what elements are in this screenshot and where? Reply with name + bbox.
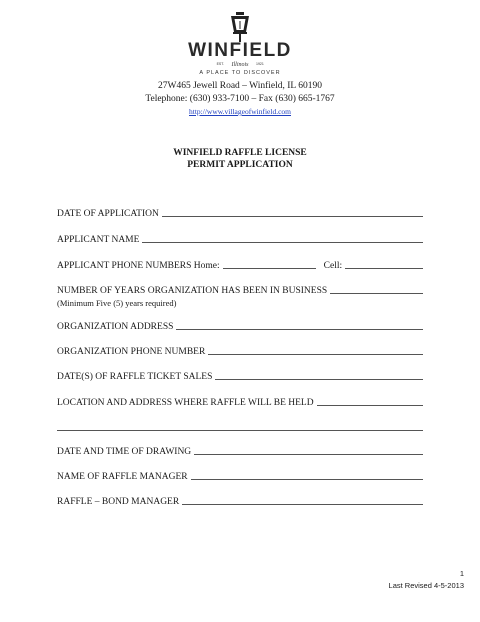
applicant-name-field[interactable]	[142, 241, 423, 243]
logo-script: Illinois	[231, 62, 249, 68]
winfield-logo	[0, 12, 480, 78]
form-title: WINFIELD RAFFLE LICENSE	[173, 148, 307, 158]
date-of-application-row	[57, 209, 423, 219]
form-subtitle: PERMIT APPLICATION	[187, 160, 293, 170]
years-in-business-label: NUMBER OF YEARS ORGANIZATION HAS BEEN IN BUSINESS	[57, 286, 328, 296]
raffle-location-field[interactable]	[317, 404, 423, 406]
website-link[interactable]: http://www.villageofwinfield.com	[189, 107, 291, 116]
address-line: 27W465 Jewell Road – Winfield, IL 60190	[158, 81, 322, 91]
organization-address-field[interactable]	[176, 328, 423, 330]
raffle-manager-row	[57, 472, 423, 482]
tagline: A PLACE TO DISCOVER	[199, 70, 281, 76]
raffle-location-label: LOCATION AND ADDRESS WHERE RAFFLE WILL BE HELD	[57, 398, 314, 408]
organization-phone-label: ORGANIZATION PHONE NUMBER	[57, 347, 206, 357]
applicant-phone-home-label: APPLICANT PHONE NUMBERS Home:	[57, 261, 220, 271]
logo-wordmark: WINFIELD	[188, 40, 292, 61]
page-number: 1	[459, 569, 464, 578]
years-in-business-field[interactable]	[330, 292, 423, 294]
organization-phone-field[interactable]	[208, 353, 423, 355]
bond-manager-field[interactable]	[182, 503, 423, 505]
applicant-phone-cell-label: Cell:	[323, 261, 343, 271]
last-revised: Last Revised 4-5-2013	[388, 581, 464, 590]
organization-address-label: ORGANIZATION ADDRESS	[57, 322, 174, 332]
raffle-manager-field[interactable]	[191, 478, 423, 480]
applicant-name-label: APPLICANT NAME	[57, 235, 140, 245]
drawing-datetime-field[interactable]	[194, 453, 423, 455]
organization-address-row	[57, 322, 423, 332]
winfield-logo-graphic	[170, 12, 310, 72]
raffle-manager-label: NAME OF RAFFLE MANAGER	[57, 472, 188, 482]
ticket-sales-label: DATE(S) OF RAFFLE TICKET SALES	[57, 372, 213, 382]
bond-manager-label: RAFFLE – BOND MANAGER	[57, 497, 180, 507]
ticket-sales-row	[57, 372, 423, 382]
logo-year: 1921	[256, 62, 264, 66]
logo-est: EST.	[216, 62, 224, 66]
lantern-icon	[231, 12, 249, 42]
drawing-datetime-row	[57, 447, 423, 457]
date-of-application-field[interactable]	[162, 215, 423, 217]
organization-phone-row	[57, 347, 423, 357]
ticket-sales-field[interactable]	[215, 378, 423, 380]
applicant-phone-row	[57, 261, 423, 271]
drawing-datetime-label: DATE AND TIME OF DRAWING	[57, 447, 192, 457]
applicant-phone-home-field[interactable]	[223, 267, 316, 269]
applicant-name-row	[57, 235, 423, 245]
raffle-location-row	[57, 398, 423, 408]
years-in-business-row	[57, 286, 423, 296]
phone-line: Telephone: (630) 933-7100 – Fax (630) 665-1767	[145, 94, 335, 104]
bond-manager-row	[57, 497, 423, 507]
raffle-location-continued-field[interactable]	[57, 430, 423, 431]
date-of-application-label: DATE OF APPLICATION	[57, 209, 159, 219]
applicant-phone-cell-field[interactable]	[345, 267, 423, 269]
years-requirement-note: (Minimum Five (5) years required)	[57, 298, 177, 308]
